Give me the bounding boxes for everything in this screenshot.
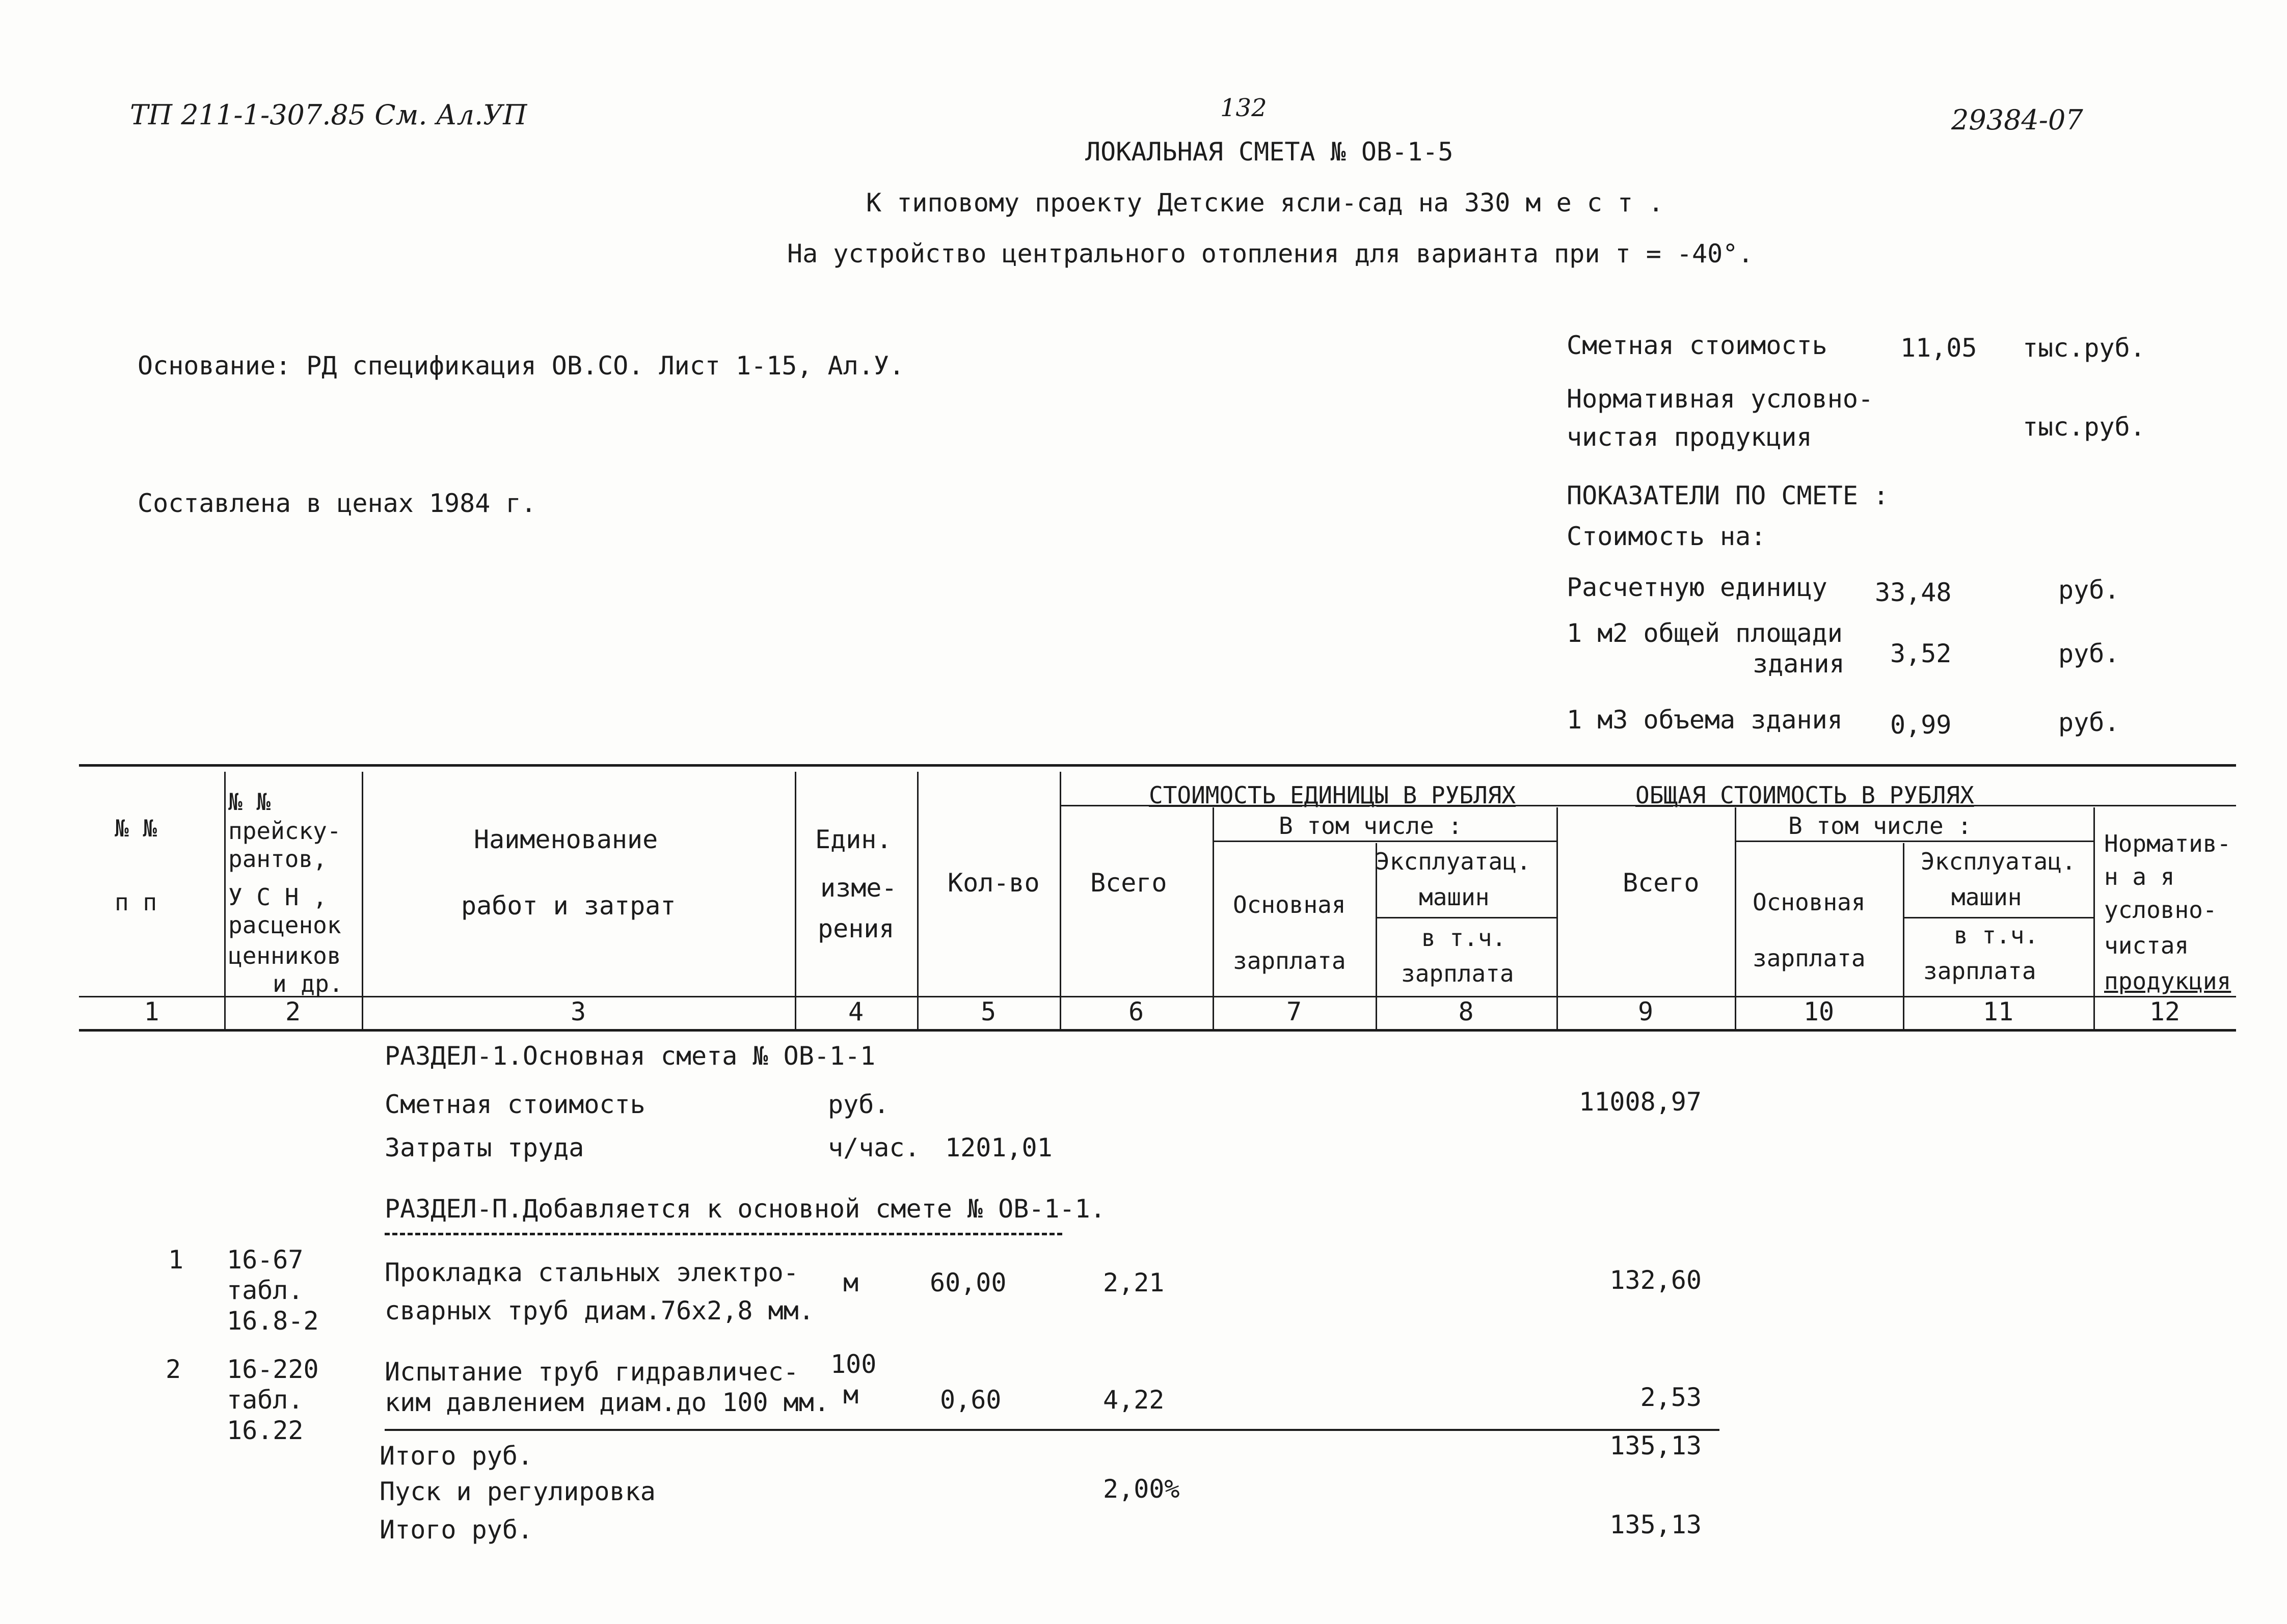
row-2-unit-2: м <box>843 1380 859 1410</box>
header-total-mach-1: Эксплуатац. <box>1921 848 2076 875</box>
row-1-number: 1 <box>168 1245 184 1275</box>
itogo-value: 135,13 <box>1609 1431 1702 1460</box>
header-price-7: и др. <box>273 970 343 997</box>
summary-cost-value: 11,05 <box>1900 333 1977 363</box>
header-norm-2: н а я <box>2104 863 2175 890</box>
header-unit-mach-1: Эксплуатац. <box>1376 848 1531 875</box>
column-number: 1 <box>144 997 159 1026</box>
header-total-wage-2: зарплата <box>1753 944 1866 972</box>
row-2-unit-total: 4,22 <box>1103 1385 1165 1415</box>
summary-area-unit: руб. <box>2058 639 2120 668</box>
table-subgroup-rule-right <box>1735 841 2093 842</box>
col-divider <box>362 772 363 1029</box>
row-1-total: 132,60 <box>1609 1265 1702 1295</box>
row-1-code-2: табл. <box>227 1276 304 1305</box>
column-number: 12 <box>2149 997 2181 1026</box>
header-num-2: п п <box>115 888 157 916</box>
col-divider <box>1213 807 1214 1029</box>
column-number: 6 <box>1128 997 1144 1026</box>
section-1-labor-unit: ч/час. <box>828 1133 920 1162</box>
table-colnum-rule <box>79 1029 2236 1032</box>
column-number: 8 <box>1458 997 1474 1026</box>
document-code: ТП 211-1-307.85 См. Ал.УП <box>130 99 527 131</box>
page-number: 132 <box>1220 94 1267 122</box>
header-num-1: № № <box>115 815 157 842</box>
summary-norm-label-2: чистая продукция <box>1567 422 1812 452</box>
table-mach-rule-left <box>1376 917 1556 918</box>
summary-norm-label-1: Нормативная условно- <box>1567 384 1874 414</box>
header-unit-2: изме- <box>820 873 897 903</box>
header-unit-1: Един. <box>815 825 892 854</box>
section-1-title: РАЗДЕЛ-1.Основная смета № ОВ-1-1 <box>385 1041 876 1071</box>
inventory-number: 29384-07 <box>1951 104 2083 136</box>
header-price-1: № № <box>228 788 271 816</box>
section-1-cost-label: Сметная стоимость <box>385 1090 645 1119</box>
summary-unit-label: Расчетную единицу <box>1567 573 1827 602</box>
summary-unit-unit: руб. <box>2058 575 2120 605</box>
row-1-qty: 60,00 <box>930 1268 1007 1297</box>
row-2-total: 2,53 <box>1640 1383 1702 1412</box>
row-1-unit: м <box>843 1268 859 1297</box>
prices-year-line: Составлена в ценах 1984 г. <box>138 489 536 518</box>
header-price-4: У С Н , <box>228 883 327 911</box>
header-unit-wage-1: Основная <box>1233 891 1346 918</box>
summary-cost-per-label: Стоимость на: <box>1567 522 1766 551</box>
header-total-wage-1: Основная <box>1753 888 1866 916</box>
header-total-mach-4: зарплата <box>1923 957 2036 985</box>
summary-volume-label: 1 м3 объема здания <box>1567 705 1843 735</box>
row-2-code-1: 16-220 <box>227 1355 319 1384</box>
header-unit-mach-3: в т.ч. <box>1421 924 1506 952</box>
summary-area-label-1: 1 м2 общей площади <box>1567 618 1843 648</box>
summary-indicators-label: ПОКАЗАТЕЛИ ПО СМЕТЕ : <box>1567 481 1889 510</box>
row-1-name-1: Прокладка стальных электро- <box>385 1258 799 1287</box>
header-price-3: рантов, <box>228 845 327 873</box>
col-divider <box>1060 772 1061 1029</box>
header-price-2: прейску- <box>228 817 341 845</box>
col-divider <box>2093 807 2095 1029</box>
basis-line: Основание: РД спецификация ОВ.СО. Лист 1-15, Ал.У. <box>138 351 905 381</box>
totals-rule <box>385 1429 1719 1431</box>
header-name-1: Наименование <box>474 825 658 854</box>
summary-norm-unit: тыс.руб. <box>2023 412 2145 442</box>
header-total-cost: ОБЩАЯ СТОИМОСТЬ В РУБЛЯХ <box>1635 781 1974 809</box>
header-qty: Кол-во <box>948 868 1040 898</box>
header-name-2: работ и затрат <box>461 891 676 921</box>
summary-area-value: 3,52 <box>1890 639 1952 668</box>
col-divider <box>795 772 796 1029</box>
header-total-mach-3: в т.ч. <box>1954 922 2039 949</box>
row-2-code-2: табл. <box>227 1385 304 1415</box>
row-2-name-1: Испытание труб гидравличес- <box>385 1357 799 1387</box>
header-norm-3: условно- <box>2104 896 2217 924</box>
col-divider <box>1556 807 1558 1029</box>
header-unit-incl: В том числе : <box>1279 812 1463 840</box>
row-2-code-3: 16.22 <box>227 1416 304 1445</box>
header-unit-total: Всего <box>1090 868 1167 898</box>
col-divider <box>1735 807 1736 1029</box>
header-total-incl: В том числе : <box>1788 812 1972 840</box>
summary-cost-label: Сметная стоимость <box>1567 331 1827 360</box>
table-mach-rule-right <box>1903 917 2093 918</box>
itogo-2-label: Итого руб. <box>380 1515 533 1545</box>
row-1-name-2: сварных труб диам.76х2,8 мм. <box>385 1296 814 1325</box>
header-price-5: расценок <box>228 911 341 939</box>
table-subgroup-rule-left <box>1213 841 1556 842</box>
column-number: 3 <box>570 997 586 1026</box>
itogo-label: Итого руб. <box>380 1441 533 1471</box>
header-unit-3: рения <box>818 914 895 943</box>
column-number: 7 <box>1286 997 1302 1026</box>
column-number: 10 <box>1803 997 1835 1026</box>
row-2-unit-1: 100 <box>830 1349 877 1379</box>
itogo-2-value: 135,13 <box>1609 1510 1702 1539</box>
summary-volume-unit: руб. <box>2058 708 2120 737</box>
header-norm-1: Норматив- <box>2104 830 2231 857</box>
header-total-total: Всего <box>1623 868 1700 898</box>
section-1-cost-value: 11008,97 <box>1579 1087 1702 1117</box>
section-1-labor-label: Затраты труда <box>385 1133 584 1162</box>
header-norm-5: продукция <box>2104 967 2231 995</box>
pusk-value: 2,00% <box>1103 1474 1180 1504</box>
header-price-6: ценников <box>228 942 341 969</box>
column-number: 2 <box>285 997 301 1026</box>
section-1-cost-unit: руб. <box>828 1090 890 1119</box>
header-norm-4: чистая <box>2104 932 2189 959</box>
header-total-mach-2: машин <box>1951 883 2022 911</box>
row-1-unit-total: 2,21 <box>1103 1268 1165 1297</box>
header-unit-wage-2: зарплата <box>1233 947 1346 975</box>
header-unit-mach-4: зарплата <box>1401 960 1514 987</box>
document-subtitle-2: На устройство центрального отопления для варианта при т = -40°. <box>787 239 1754 268</box>
summary-cost-unit: тыс.руб. <box>2023 333 2145 363</box>
header-unit-mach-2: машин <box>1419 883 1490 911</box>
row-1-code-1: 16-67 <box>227 1245 304 1275</box>
row-1-code-3: 16.8-2 <box>227 1306 319 1336</box>
summary-unit-value: 33,48 <box>1875 578 1952 607</box>
column-number: 4 <box>848 997 864 1026</box>
document-title: ЛОКАЛЬНАЯ СМЕТА № ОВ-1-5 <box>1085 137 1454 167</box>
section-2-title: РАЗДЕЛ-П.Добавляется к основной смете № ОВ-1-1. <box>385 1194 1106 1224</box>
col-divider <box>224 772 226 1029</box>
col-divider <box>917 772 919 1029</box>
summary-area-label-2: здания <box>1753 649 1845 679</box>
pusk-label: Пуск и регулировка <box>380 1477 656 1506</box>
column-number: 11 <box>1982 997 2014 1026</box>
column-number: 5 <box>980 997 997 1026</box>
document-subtitle: К типовому проекту Детские ясли-сад на 330 м е с т . <box>866 188 1664 218</box>
header-unit-cost: СТОИМОСТЬ ЕДИНИЦЫ В РУБЛЯХ <box>1149 781 1516 809</box>
row-2-qty: 0,60 <box>940 1385 1002 1415</box>
section-2-underline <box>385 1233 1062 1235</box>
section-1-labor-value: 1201,01 <box>945 1133 1053 1162</box>
table-top-rule <box>79 764 2236 767</box>
column-number: 9 <box>1637 997 1654 1026</box>
summary-volume-value: 0,99 <box>1890 710 1952 740</box>
row-2-name-2: ким давлением диам.до 100 мм. <box>385 1388 829 1417</box>
row-2-number: 2 <box>166 1355 181 1384</box>
